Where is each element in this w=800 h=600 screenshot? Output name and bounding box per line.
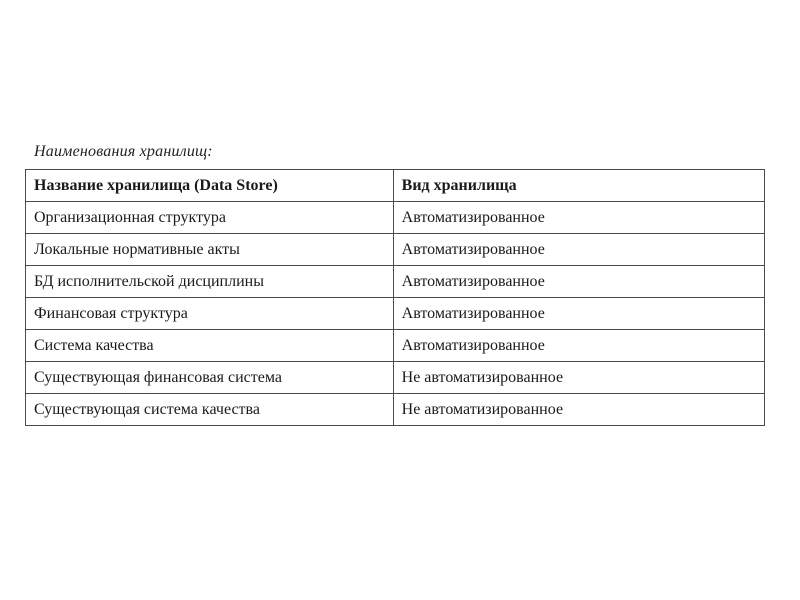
store-type-cell: Не автоматизированное bbox=[393, 362, 764, 394]
table-row bbox=[26, 394, 765, 426]
data-store-table bbox=[25, 169, 765, 426]
store-type-cell: Автоматизированное bbox=[393, 266, 764, 298]
store-name-cell: Существующая система качества bbox=[26, 394, 394, 426]
store-type-cell: Автоматизированное bbox=[393, 330, 764, 362]
table-row bbox=[26, 234, 765, 266]
store-name-cell: БД исполнительской дисциплины bbox=[26, 266, 394, 298]
table-row bbox=[26, 330, 765, 362]
header-store-name: Название хранилища (Data Store) bbox=[26, 170, 394, 202]
store-name-cell: Локальные нормативные акты bbox=[26, 234, 394, 266]
table-row bbox=[26, 362, 765, 394]
table-caption: Наименования хранилищ: bbox=[34, 143, 213, 160]
table-row bbox=[26, 298, 765, 330]
header-store-type: Вид хранилища bbox=[393, 170, 764, 202]
table-row bbox=[26, 266, 765, 298]
store-name-cell: Система качества bbox=[26, 330, 394, 362]
store-type-cell: Автоматизированное bbox=[393, 202, 764, 234]
store-type-cell: Автоматизированное bbox=[393, 234, 764, 266]
store-type-cell: Не автоматизированное bbox=[393, 394, 764, 426]
store-name-cell: Существующая финансовая система bbox=[26, 362, 394, 394]
store-name-cell: Организационная структура bbox=[26, 202, 394, 234]
store-type-cell: Автоматизированное bbox=[393, 298, 764, 330]
table-row bbox=[26, 202, 765, 234]
store-name-cell: Финансовая структура bbox=[26, 298, 394, 330]
table-header-row bbox=[26, 170, 765, 202]
